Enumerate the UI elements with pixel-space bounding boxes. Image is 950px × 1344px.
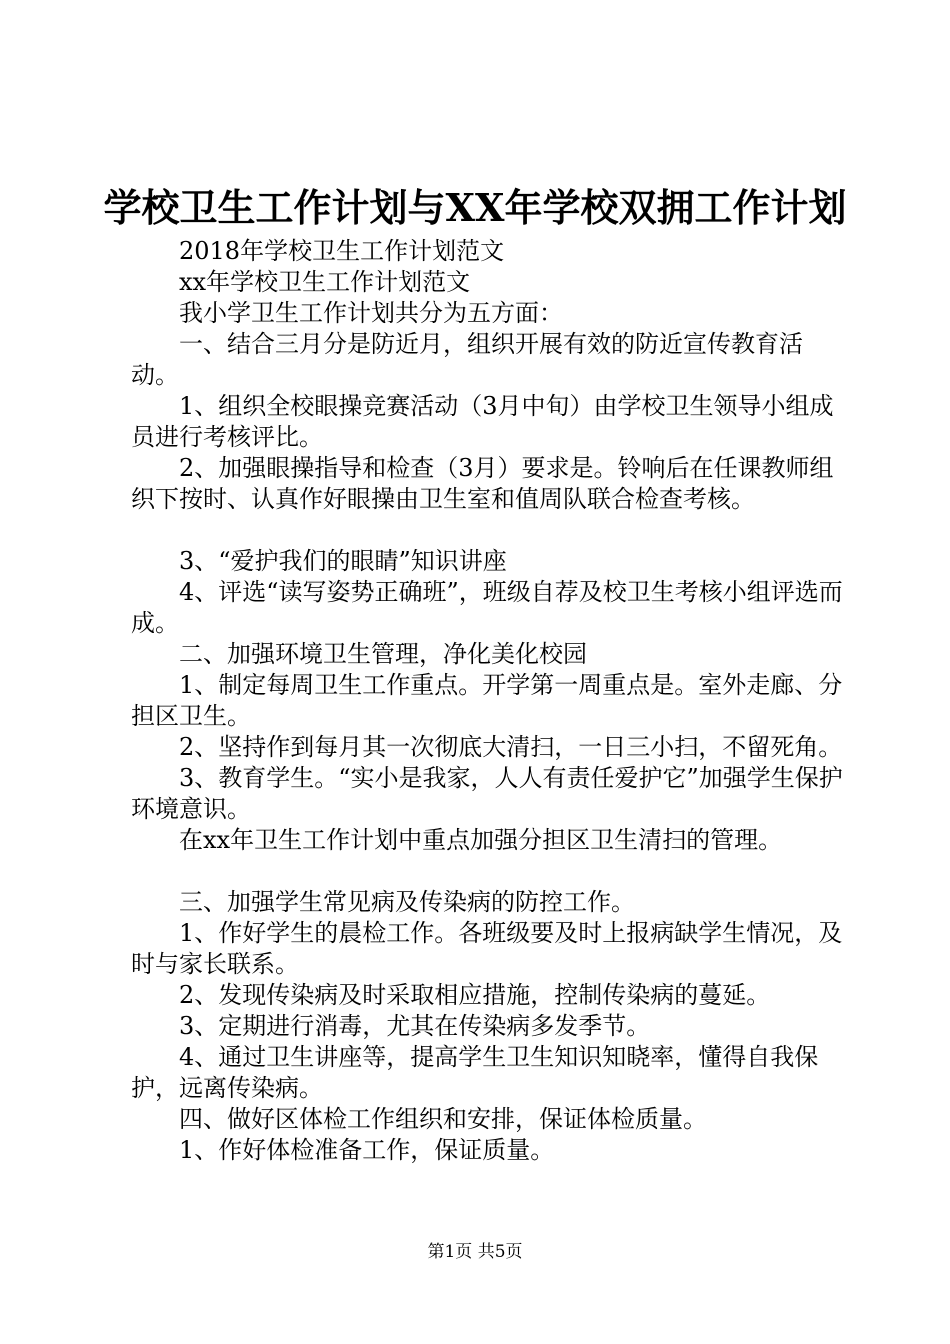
paragraph: 3、“爱护我们的眼睛”知识讲座 [179,547,507,575]
paragraph: 2、发现传染病及时采取相应措施，控制传染病的蔓延。 [179,981,771,1009]
paragraph: 三、加强学生常见病及传染病的防控工作。 [179,888,635,916]
paragraph: 1、制定每周卫生工作重点。开学第一周重点是。室外走廊、分担区卫生。 [131,671,843,730]
paragraph: 2、坚持作到每月其一次彻底大清扫，一日三小扫，不留死角。 [179,733,843,761]
paragraph: 4、通过卫生讲座等，提高学生卫生知识知晓率，懂得自我保护，远离传染病。 [131,1043,819,1102]
paragraph: 在xx年卫生工作计划中重点加强分担区卫生清扫的管理。 [179,826,783,854]
paragraph: 一、结合三月分是防近月，组织开展有效的防近宣传教育活动。 [131,330,803,389]
paragraph: 二、加强环境卫生管理，净化美化校园 [179,640,587,668]
paragraph: xx年学校卫生工作计划范文 [179,268,471,296]
paragraph: 3、教育学生。“实小是我家，人人有责任爱护它”加强学生保护环境意识。 [131,764,843,823]
paragraph: 我小学卫生工作计划共分为五方面： [179,299,563,327]
paragraph: 1、作好体检准备工作，保证质量。 [179,1136,555,1164]
paragraph: 2、加强眼操指导和检查（3月）要求是。铃响后在任课教师组织下按时、认真作好眼操由卫生室和值周队联合检查考核。 [131,454,834,513]
paragraph: 1、作好学生的晨检工作。各班级要及时上报病缺学生情况，及时与家长联系。 [131,919,843,978]
paragraph: 2018年学校卫生工作计划范文 [179,237,505,265]
document-body [131,236,843,1166]
page-footer: 第1页 共5页 [427,1242,523,1262]
paragraph: 4、评选“读写姿势正确班”，班级自荐及校卫生考核小组评选而成。 [131,578,843,637]
paragraph: 1、组织全校眼操竞赛活动（3月中旬）由学校卫生领导小组成员进行考核评比。 [131,392,834,451]
document-title: 学校卫生工作计划与XX年学校双拥工作计划 [103,185,847,230]
paragraph: 四、做好区体检工作组织和安排，保证体检质量。 [179,1105,707,1133]
paragraph: 3、定期进行消毒，尤其在传染病多发季节。 [179,1012,651,1040]
